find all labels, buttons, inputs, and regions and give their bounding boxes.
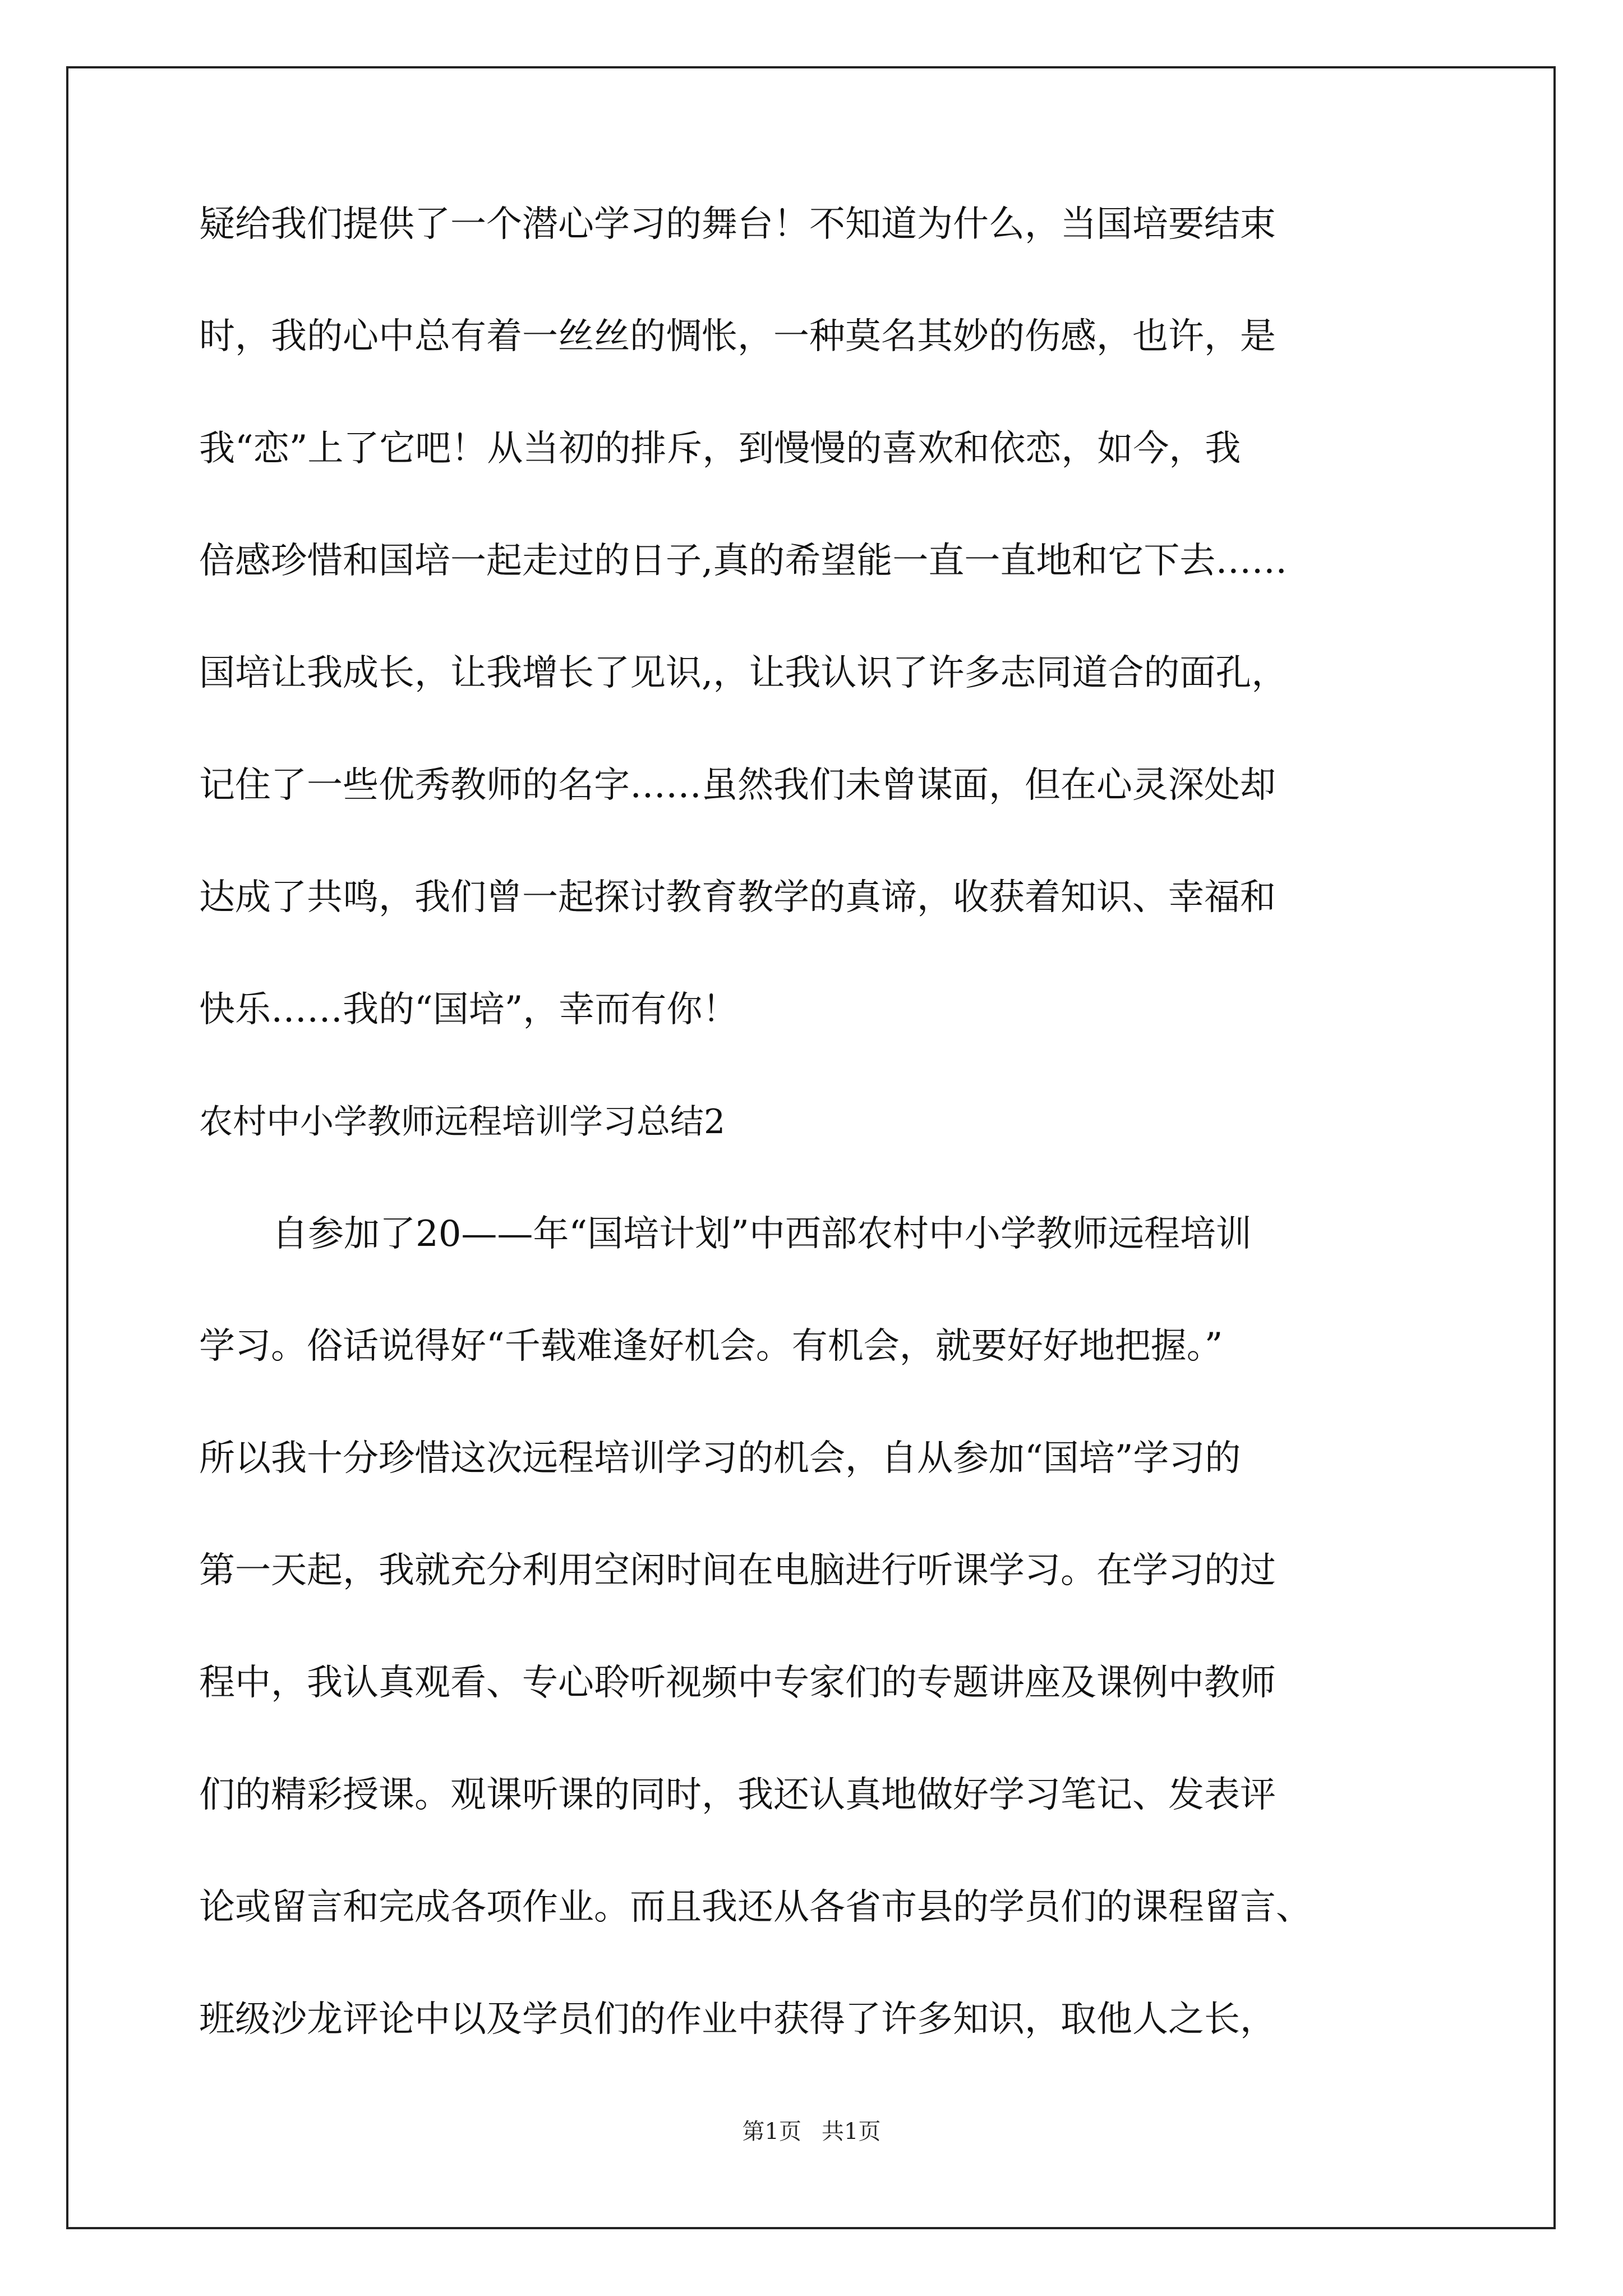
paragraph-line: 记住了一些优秀教师的名字……虽然我们未曾谋面，但在心灵深处却 bbox=[199, 765, 1276, 806]
paragraph-line: 自参加了20——年“国培计划”中西部农村中小学教师远程培训 bbox=[272, 1213, 1252, 1255]
paragraph-line: 国培让我成长，让我增长了见识,，让我认识了许多志同道合的面孔， bbox=[199, 652, 1288, 694]
paragraph-line: 们的精彩授课。观课听课的同时，我还认真地做好学习笔记、发表评 bbox=[199, 1774, 1276, 1816]
paragraph-line: 达成了共鸣，我们曾一起探讨教育教学的真谛，收获着知识、幸福和 bbox=[199, 877, 1276, 918]
page-footer bbox=[0, 2115, 1623, 2148]
paragraph-line: 我“恋”上了它吧！从当初的排斥，到慢慢的喜欢和依恋，如今，我 bbox=[199, 428, 1241, 470]
page-number-total: 共1页 bbox=[822, 2119, 881, 2145]
paragraph-line: 倍感珍惜和国培一起走过的日子,真的希望能一直一直地和它下去…… bbox=[199, 540, 1288, 582]
paragraph-line: 学习。俗话说得好“千载难逢好机会。有机会，就要好好地把握。” bbox=[199, 1326, 1223, 1367]
paragraph-line: 程中，我认真观看、专心聆听视频中专家们的专题讲座及课例中教师 bbox=[199, 1662, 1276, 1704]
section-heading: 农村中小学教师远程培训学习总结2 bbox=[199, 1102, 726, 1142]
paragraph-line: 疑给我们提供了一个潜心学习的舞台！不知道为什么，当国培要结束 bbox=[199, 204, 1276, 245]
paragraph-line: 班级沙龙评论中以及学员们的作业中获得了许多知识，取他人之长， bbox=[199, 1999, 1276, 2040]
paragraph-line: 所以我十分珍惜这次远程培训学习的机会，自从参加“国培”学习的 bbox=[199, 1438, 1241, 1479]
paragraph-line: 论或留言和完成各项作业。而且我还从各省市县的学员们的课程留言、 bbox=[199, 1887, 1312, 1928]
paragraph-line: 时，我的心中总有着一丝丝的惆怅，一种莫名其妙的伤感，也许，是 bbox=[199, 316, 1276, 357]
page-number-current: 第1页 bbox=[742, 2119, 801, 2145]
paragraph-line: 快乐……我的“国培”，幸而有你！ bbox=[199, 989, 739, 1030]
paragraph-line: 第一天起，我就充分利用空闲时间在电脑进行听课学习。在学习的过 bbox=[199, 1550, 1276, 1591]
